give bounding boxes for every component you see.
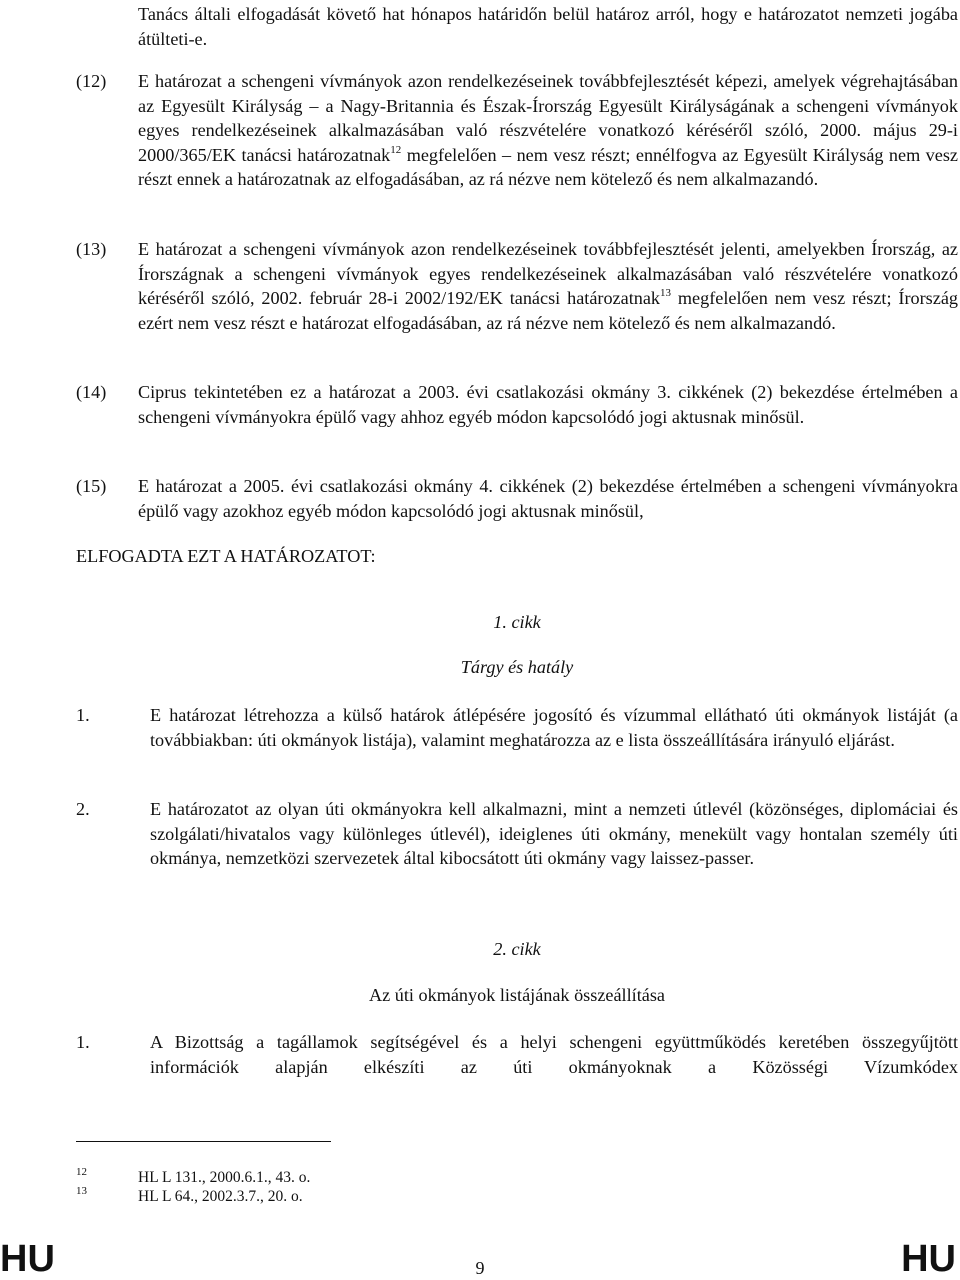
item-text: A Bizottság a tagállamok segítségével és a helyi schengeni együttműködés keretében összegyűjtött információk alapján elkészíti az úti okmányoknak a Közösségi Vízumkódex: [150, 1032, 958, 1077]
item-text: E határozat létrehozza a külső határok átlépésére jogosító és vízummal ellátható úti okmányok listáját (a továbbiakban: úti okmányok listája), valamint meghatározza az e lista összeállítására irányuló eljárást.: [150, 705, 958, 750]
footnote-text: HL L 64., 2002.3.7., 20. o.: [138, 1188, 303, 1205]
item-number: 1.: [76, 1032, 90, 1052]
recital-13: [76, 237, 958, 335]
recital-text: E határozat a 2005. évi csatlakozási okmány 4. cikkének (2) bekezdése értelmében a schengeni vívmányokra épülő vagy azokhoz egyéb módon kapcsolódó jogi aktusnak minősül,: [138, 476, 958, 521]
recital-15: [76, 474, 958, 523]
footer-language-right: HU: [901, 1238, 956, 1280]
recital-text-part: megfelelően nem vesz részt; Írország ezért nem vesz részt e határozat elfogadásában, az rá nézve nem kötelező és nem alkalmazandó.: [138, 288, 958, 333]
footnote-separator: [76, 1141, 331, 1142]
item-number: 2.: [76, 799, 90, 819]
item-number: 1.: [76, 705, 90, 725]
recital-text: Ciprus tekintetében ez a határozat a 2003. évi csatlakozási okmány 3. cikkének (2) bekezdése értelmében a schengeni vívmányokra épülő vagy ahhoz egyéb módon kapcsolódó jogi aktusnak minősül.: [138, 382, 958, 427]
recital-14: [76, 380, 958, 429]
article-1-item-1: [76, 703, 958, 752]
footnote-mark: 13: [76, 1185, 87, 1197]
article-2-item-1: [76, 1030, 958, 1079]
recital-12: [76, 69, 958, 192]
item-text: E határozatot az olyan úti okmányokra kell alkalmazni, mint a nemzeti útlevél (közönséges, diplomáciai és szolgálati/hivatalos vagy különleges útlevél), ideiglenes úti okmány, menekült vagy hontalan személy úti okmánya, nemzetközi szervezetek által kibocsátott úti okmány vagy laissez-passer.: [150, 799, 958, 869]
recital-number: (15): [76, 476, 107, 496]
footer-language-left: HU: [0, 1238, 55, 1280]
article-2-heading: 2. cikk: [493, 939, 541, 959]
page-number: 9: [475, 1258, 485, 1278]
article-2-title: Az úti okmányok listájának összeállítása: [369, 985, 665, 1005]
intro-text: Tanács általi elfogadását követő hat hónapos határidőn belül határoz arról, hogy e határozatot nemzeti jogába átülteti-e.: [138, 4, 958, 49]
recital-text-part: E határozat a schengeni vívmányok azon rendelkezéseinek továbbfejlesztését képezi, amelyek végrehajtásában az Egyesült Királyság – a Nagy-Britannia és Észak-Írország Egyesült Királyságának a schengeni vívmányok egyes rendelkezéseinek alkalmazásában való részvételére vonatkozó kéréséről szóló, 2000. május 29-i 2000/365/EK tanácsi határozatnak: [138, 71, 958, 165]
recital-number: (12): [76, 71, 107, 91]
recital-text: [138, 69, 958, 192]
recital-text-part: megfelelően – nem vesz részt; ennélfogva az Egyesült Királyság nem vesz részt ennek a határozatnak az elfogadásában, az rá nézve nem kötelező és nem alkalmazandó.: [138, 144, 958, 190]
footnote-ref[interactable]: 12: [390, 143, 402, 156]
footnote-text: HL L 131., 2000.6.1., 43. o.: [138, 1169, 311, 1186]
intro-paragraph: [138, 2, 958, 51]
recital-number: (13): [76, 239, 107, 259]
recital-text: [138, 237, 958, 335]
footnote-13: [76, 1186, 876, 1208]
recital-number: (14): [76, 382, 107, 402]
article-1-item-2: [76, 797, 958, 871]
article-1-heading: 1. cikk: [493, 612, 541, 632]
adopted-statement: ELFOGADTA EZT A HATÁROZATOT:: [76, 546, 376, 566]
footnote-mark: 12: [76, 1166, 87, 1178]
recital-text-part: E határozat a schengeni vívmányok azon rendelkezéseinek továbbfejlesztését jelenti, amelyekben Írország, az Írországnak a schengeni vívmányok egyes rendelkezéseinek alkalmazásában való részvételére vonatkozó kéréséről szóló, 2002. február 28-i 2002/192/EK tanácsi határozatnak: [138, 239, 958, 309]
footnote-ref[interactable]: 13: [660, 287, 672, 300]
article-1-title: Tárgy és hatály: [460, 657, 574, 677]
